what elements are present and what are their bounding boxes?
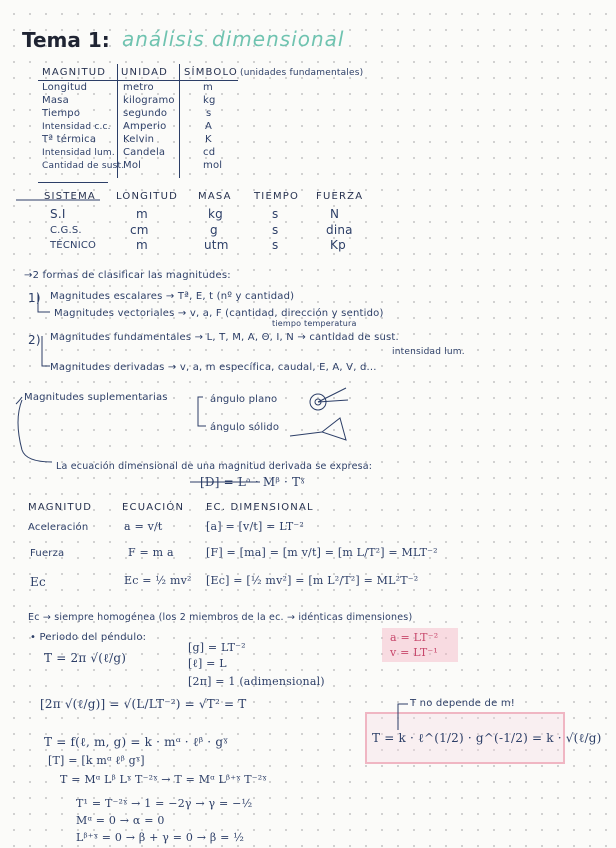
- solid-angle: ángulo sólido: [210, 422, 280, 433]
- systems-row-cell: cm: [130, 223, 149, 237]
- units-row-magnitud: Cantidad de sust.: [42, 161, 125, 171]
- units-row-magnitud: Intensidad lum.: [42, 148, 115, 158]
- units-header-note: (unidades fundamentales): [240, 68, 364, 78]
- systems-row-cell: m: [136, 238, 148, 252]
- derived-row-name: Aceleración: [28, 522, 89, 533]
- derived-header: ECUACIÓN: [122, 502, 185, 513]
- derived-row-dimension: [F] = [ma] = [m v/t] = [m L/T²] = MLT⁻²: [206, 546, 438, 559]
- units-row-magnitud: Tiempo: [42, 108, 81, 119]
- units-row-unidad: Amperio: [123, 121, 167, 132]
- velocity-dimension: v = LT⁻¹: [390, 646, 438, 659]
- systems-row-cell: s: [272, 207, 279, 221]
- dimension-check: [2π √(ℓ/g)] = √(L/LT⁻²) = √T² = T: [40, 697, 247, 711]
- pendulum-title: • Periodo del péndulo:: [30, 632, 147, 643]
- derived-row-dimension: [a] = [v/t] = LT⁻²: [206, 520, 305, 533]
- units-row-unidad: kilogramo: [123, 95, 175, 106]
- fundamental-magnitudes: Magnitudes fundamentales → L, T, M, A, Θ, I, N → cantidad de sust.: [50, 332, 399, 343]
- pendulum-step-2: [T] = [k mᵅ ℓᵝ gˠ]: [48, 754, 145, 767]
- derived-row-equation: F = m a: [128, 546, 174, 559]
- systems-row-cell: utm: [204, 238, 229, 252]
- systems-header: TIEMPO: [254, 191, 300, 202]
- dimensional-equation-formula: [D] = Lᵃ · Mᵝ · Tˠ: [200, 475, 305, 489]
- pendulum-step-3: T = Mᵅ Lᵝ Lˠ T⁻²ˠ → T = Mᵅ Lᵝ⁺ˠ T⁻²ˠ: [60, 773, 267, 786]
- units-row-simbolo: K: [205, 134, 212, 145]
- systems-header: SISTEMA: [44, 191, 96, 202]
- item-number-1: 1): [28, 291, 41, 305]
- derived-magnitudes: Magnitudes derivadas → v, a, m específica, caudal, E, A, V, d...: [50, 362, 377, 373]
- classification-intro: →2 formas de clasificar las magnitudes:: [24, 270, 231, 281]
- units-row-simbolo: kg: [203, 95, 216, 106]
- units-row-unidad: segundo: [123, 108, 168, 119]
- units-row-magnitud: Tª térmica: [42, 134, 97, 145]
- pendulum-result: T = k · ℓ^(1/2) · g^(-1/2) = k · √(ℓ/g): [372, 731, 602, 745]
- units-row-simbolo: m: [203, 82, 213, 93]
- systems-row-cell: s: [272, 223, 279, 237]
- systems-row-name: C.G.S.: [50, 225, 82, 236]
- units-row-unidad: Kelvin: [123, 134, 155, 145]
- units-row-simbolo: cd: [203, 147, 216, 158]
- systems-row-cell: g: [210, 223, 218, 237]
- systems-row-cell: dina: [326, 223, 353, 237]
- derived-header: EC. DIMENSIONAL: [206, 502, 314, 513]
- units-row-magnitud: Intensidad c.c.: [42, 122, 111, 132]
- units-row-magnitud: Masa: [42, 95, 69, 106]
- units-row-magnitud: Longitud: [42, 82, 88, 93]
- derived-row-name: Fuerza: [30, 548, 65, 559]
- derived-row-dimension: [Ec] = [½ mv²] = [m L²/T²] = ML²T⁻²: [206, 574, 419, 587]
- units-header-magnitud: MAGNITUD: [42, 67, 107, 78]
- units-header-unidad: UNIDAD: [121, 67, 169, 78]
- systems-row-cell: m: [136, 207, 148, 221]
- systems-row-cell: Kp: [330, 238, 346, 252]
- plane-angle: ángulo plano: [210, 394, 278, 405]
- systems-row-cell: N: [330, 207, 340, 221]
- dimensional-equation-text: La ecuación dimensional de una magnitud derivada se expresa:: [56, 461, 373, 472]
- units-row-unidad: Mol: [123, 160, 142, 171]
- mass-independence-note: T no depende de m!: [410, 698, 515, 709]
- l-dimension: [ℓ] = L: [188, 657, 227, 670]
- pendulum-formula: T = 2π √(ℓ/g): [44, 651, 127, 665]
- pendulum-step-5: Mᵅ = 0 → α = 0: [76, 814, 165, 827]
- scalar-magnitudes: Magnitudes escalares → Tª, E, t (nº y cantidad): [50, 291, 295, 302]
- units-row-simbolo: mol: [203, 160, 223, 171]
- g-dimension: [g] = LT⁻²: [188, 641, 246, 654]
- derived-header: MAGNITUD: [28, 502, 93, 513]
- systems-row-name: TÉCNICO: [50, 240, 97, 251]
- derived-row-equation: a = v/t: [124, 520, 163, 533]
- units-row-unidad: metro: [123, 82, 154, 93]
- vector-magnitudes: Magnitudes vectoriales → v, a, F (cantidad, dirección y sentido): [54, 308, 384, 319]
- pendulum-step-6: Lᵝ⁺ˠ = 0 → β + γ = 0 → β = ½: [76, 831, 245, 844]
- pendulum-step-4: T¹ = T⁻²ˠ → 1 = −2γ → γ = −½: [76, 797, 253, 810]
- systems-row-cell: kg: [208, 207, 223, 221]
- item-number-2: 2): [28, 333, 41, 347]
- units-row-simbolo: s: [206, 108, 212, 119]
- systems-header: FUERZA: [316, 191, 364, 202]
- systems-row-cell: s: [272, 238, 279, 252]
- homogeneity-note: Ec → siempre homogénea (los 2 miembros de la ec. → idénticas dimensiones): [28, 612, 413, 623]
- fundamental-note: tiempo temperatura: [272, 319, 357, 328]
- units-header-simbolo: SÍMBOLO: [184, 67, 238, 78]
- pendulum-step-1: T = f(ℓ, m, g) = k · mᵅ · ℓᵝ · gˠ: [44, 735, 228, 749]
- page-title: Tema 1:: [22, 28, 110, 52]
- units-row-unidad: Candela: [123, 147, 166, 158]
- derived-row-equation: Ec = ½ mv²: [124, 574, 192, 587]
- systems-row-name: S.I: [50, 207, 66, 221]
- acceleration-dimension: a = LT⁻²: [390, 631, 439, 644]
- fundamental-note-2: intensidad lum.: [392, 347, 465, 357]
- supplementary-magnitudes: Magnitudes suplementarias: [24, 392, 168, 403]
- page-subtitle: análisis dimensional: [122, 27, 345, 51]
- systems-header: MASA: [198, 191, 232, 202]
- systems-header: LONGITUD: [116, 191, 178, 202]
- derived-row-name: Ec: [30, 575, 46, 589]
- pi-dimension: [2π] = 1 (adimensional): [188, 675, 325, 688]
- units-row-simbolo: A: [205, 121, 213, 132]
